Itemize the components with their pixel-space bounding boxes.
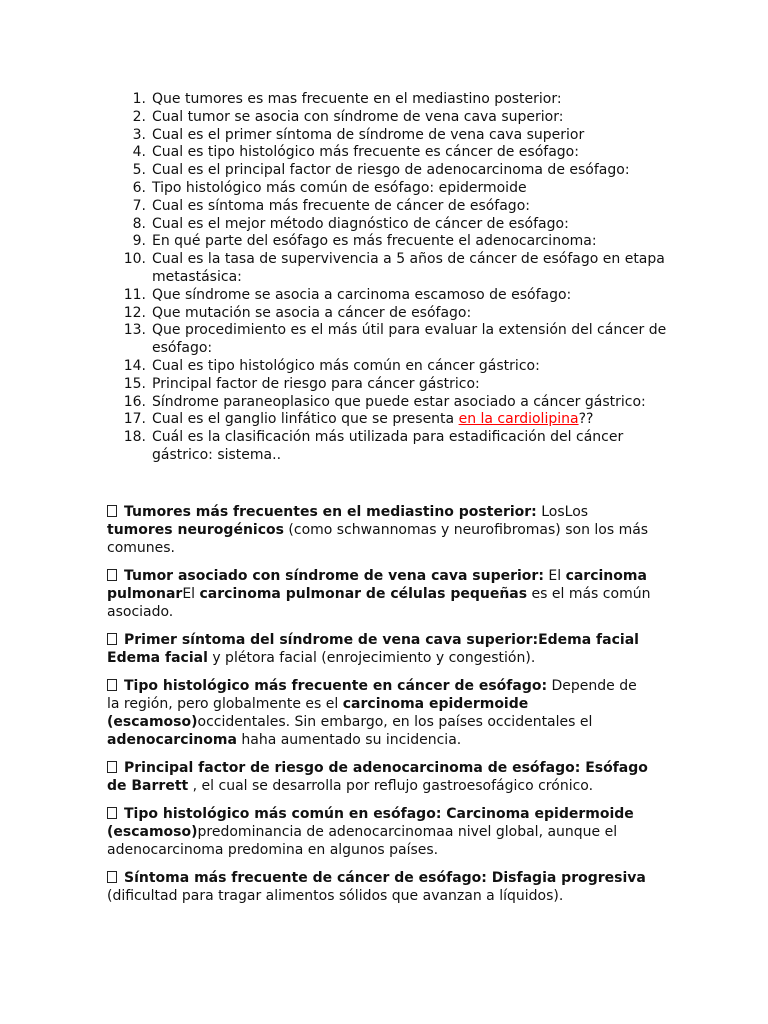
question-number: 4. [132,144,146,161]
missing-glyph-box-icon [107,679,117,691]
question-item [108,127,668,145]
question-text-suffix: ?? [578,411,594,428]
question-text: Cual es el ganglio linfático que se presenta [152,411,459,428]
question-item [108,411,668,429]
question-item [108,109,668,127]
question-item [108,180,668,198]
question-item [108,144,668,162]
question-text: Cual es el primer síntoma de síndrome de vena cava superior [152,126,585,143]
answer-text: El [182,586,200,602]
question-text: Que procedimiento es el más útil para evaluar la extensión del cáncer de esófago: [152,322,667,357]
question-item [108,358,668,376]
question-item [108,429,668,465]
answer-bold-text: carcinoma pulmonar de células pequeñas [199,586,528,602]
question-number: 11. [123,286,146,303]
question-text: Cuál es la clasificación más utilizada para estadificación del cáncer gástrico: sistema.. [152,429,624,463]
question-number: 15. [123,375,146,392]
question-list [108,91,668,465]
question-text: Cual es el principal factor de riesgo de adenocarcinoma de esófago: [152,162,630,179]
missing-glyph-box-icon [107,505,117,517]
question-text: Que mutación se asocia a cáncer de esófago: [152,304,472,321]
answer-bold-text: carcinoma epidermoide (escamoso) [107,696,529,730]
question-number: 9. [132,233,146,250]
question-item [108,233,668,251]
question-text: Que tumores es mas frecuente en el mediastino posterior: [152,91,562,107]
answer-text: haha aumentado su incidencia. [236,732,462,748]
missing-glyph-box-icon [107,871,117,883]
question-item [108,162,668,180]
answer-bold-text: Síntoma más frecuente de cáncer de esófago: Disfagia progresiva [124,870,646,886]
question-number: 6. [132,179,146,196]
question-number: 7. [132,197,146,214]
question-number: 1. [132,91,146,107]
answer-paragraph [107,567,652,621]
answer-text: predominancia de adenocarcinomaa nivel global, aunque el adenocarcinoma predomina en algunos países. [107,824,618,858]
question-number: 14. [123,357,146,374]
answer-text: es el más común asociado. [107,586,651,620]
answer-text: LosLos [536,504,589,520]
question-item [108,322,668,358]
answer-text: y plétora facial (enrojecimiento y congestión). [207,650,536,666]
question-number: 12. [123,304,146,321]
answer-paragraph [107,805,652,859]
question-number: 8. [132,215,146,232]
question-number: 2. [132,108,146,125]
question-text: Que síndrome se asocia a carcinoma escamoso de esófago: [152,286,572,303]
answer-bold-text: Principal factor de riesgo de adenocarcinoma de esófago: Esófago de Barrett [107,760,648,794]
answer-bold-text: Tumores más frecuentes en el mediastino posterior: [124,504,537,520]
missing-glyph-box-icon [107,633,117,645]
red-underlined-text: en la cardiolipina [458,411,579,428]
question-item [108,376,668,394]
question-item [108,216,668,234]
answer-text: occidentales. Sin embargo, en los países occidentales el [197,714,593,730]
question-text: Cual es la tasa de supervivencia a 5 años de cáncer de esófago en etapa metastásica: [152,251,665,285]
question-item [108,305,668,323]
question-text: Síndrome paraneoplasico que puede estar asociado a cáncer gástrico: [152,393,646,410]
answer-text: (dificultad para tragar alimentos sólidos que avanzan a líquidos). [107,888,564,904]
answer-paragraph [107,759,652,795]
question-number: 10. [123,251,146,268]
question-number: 17. [123,411,146,428]
answer-bold-text: Tipo histológico más común en esófago: Carcinoma epidermoide (escamoso) [107,806,634,840]
question-number: 16. [123,393,146,410]
answer-paragraph [107,869,652,905]
missing-glyph-box-icon [107,569,117,581]
question-text: En qué parte del esófago es más frecuente el adenocarcinoma: [152,233,597,250]
answers-section [107,503,652,915]
question-text: Tipo histológico más común de esófago: epidermoide [152,179,527,196]
missing-glyph-box-icon [107,761,117,773]
answer-text: El [543,568,566,584]
answer-paragraph [107,677,652,749]
question-number: 13. [123,322,146,339]
answer-paragraph [107,503,652,557]
question-item [108,287,668,305]
question-text: Cual es síntoma más frecuente de cáncer de esófago: [152,197,530,214]
missing-glyph-box-icon [107,807,117,819]
question-item [108,198,668,216]
question-text: Principal factor de riesgo para cáncer gástrico: [152,375,480,392]
answer-bold-text: Tumor asociado con síndrome de vena cava superior: [124,568,544,584]
question-text: Cual es tipo histológico más frecuente es cáncer de esófago: [152,144,579,161]
question-number: 5. [132,162,146,179]
answer-bold-text: Primer síntoma del síndrome de vena cava superior:Edema facial Edema facial [107,632,639,666]
question-text: Cual es el mejor método diagnóstico de cáncer de esófago: [152,215,569,232]
answer-bold-text: Tipo histológico más frecuente en cáncer de esófago: [124,678,548,694]
question-text: Cual es tipo histológico más común en cáncer gástrico: [152,357,540,374]
answer-text: , el cual se desarrolla por reflujo gastroesofágico crónico. [188,778,594,794]
answer-bold-text: carcinoma pulmonar [107,568,647,602]
answer-bold-text: tumores neurogénicos [107,522,284,538]
question-item [108,251,668,287]
answer-bold-text: adenocarcinoma [107,732,237,748]
question-item [108,91,668,109]
question-number: 3. [132,126,146,143]
answer-text: (como schwannomas y neurofibromas) son los más comunes. [107,522,649,556]
answer-text: Depende de la región, pero globalmente es el [107,678,637,712]
question-number: 18. [123,429,146,446]
answer-paragraph [107,631,652,667]
question-item [108,394,668,412]
question-text: Cual tumor se asocia con síndrome de vena cava superior: [152,108,564,125]
